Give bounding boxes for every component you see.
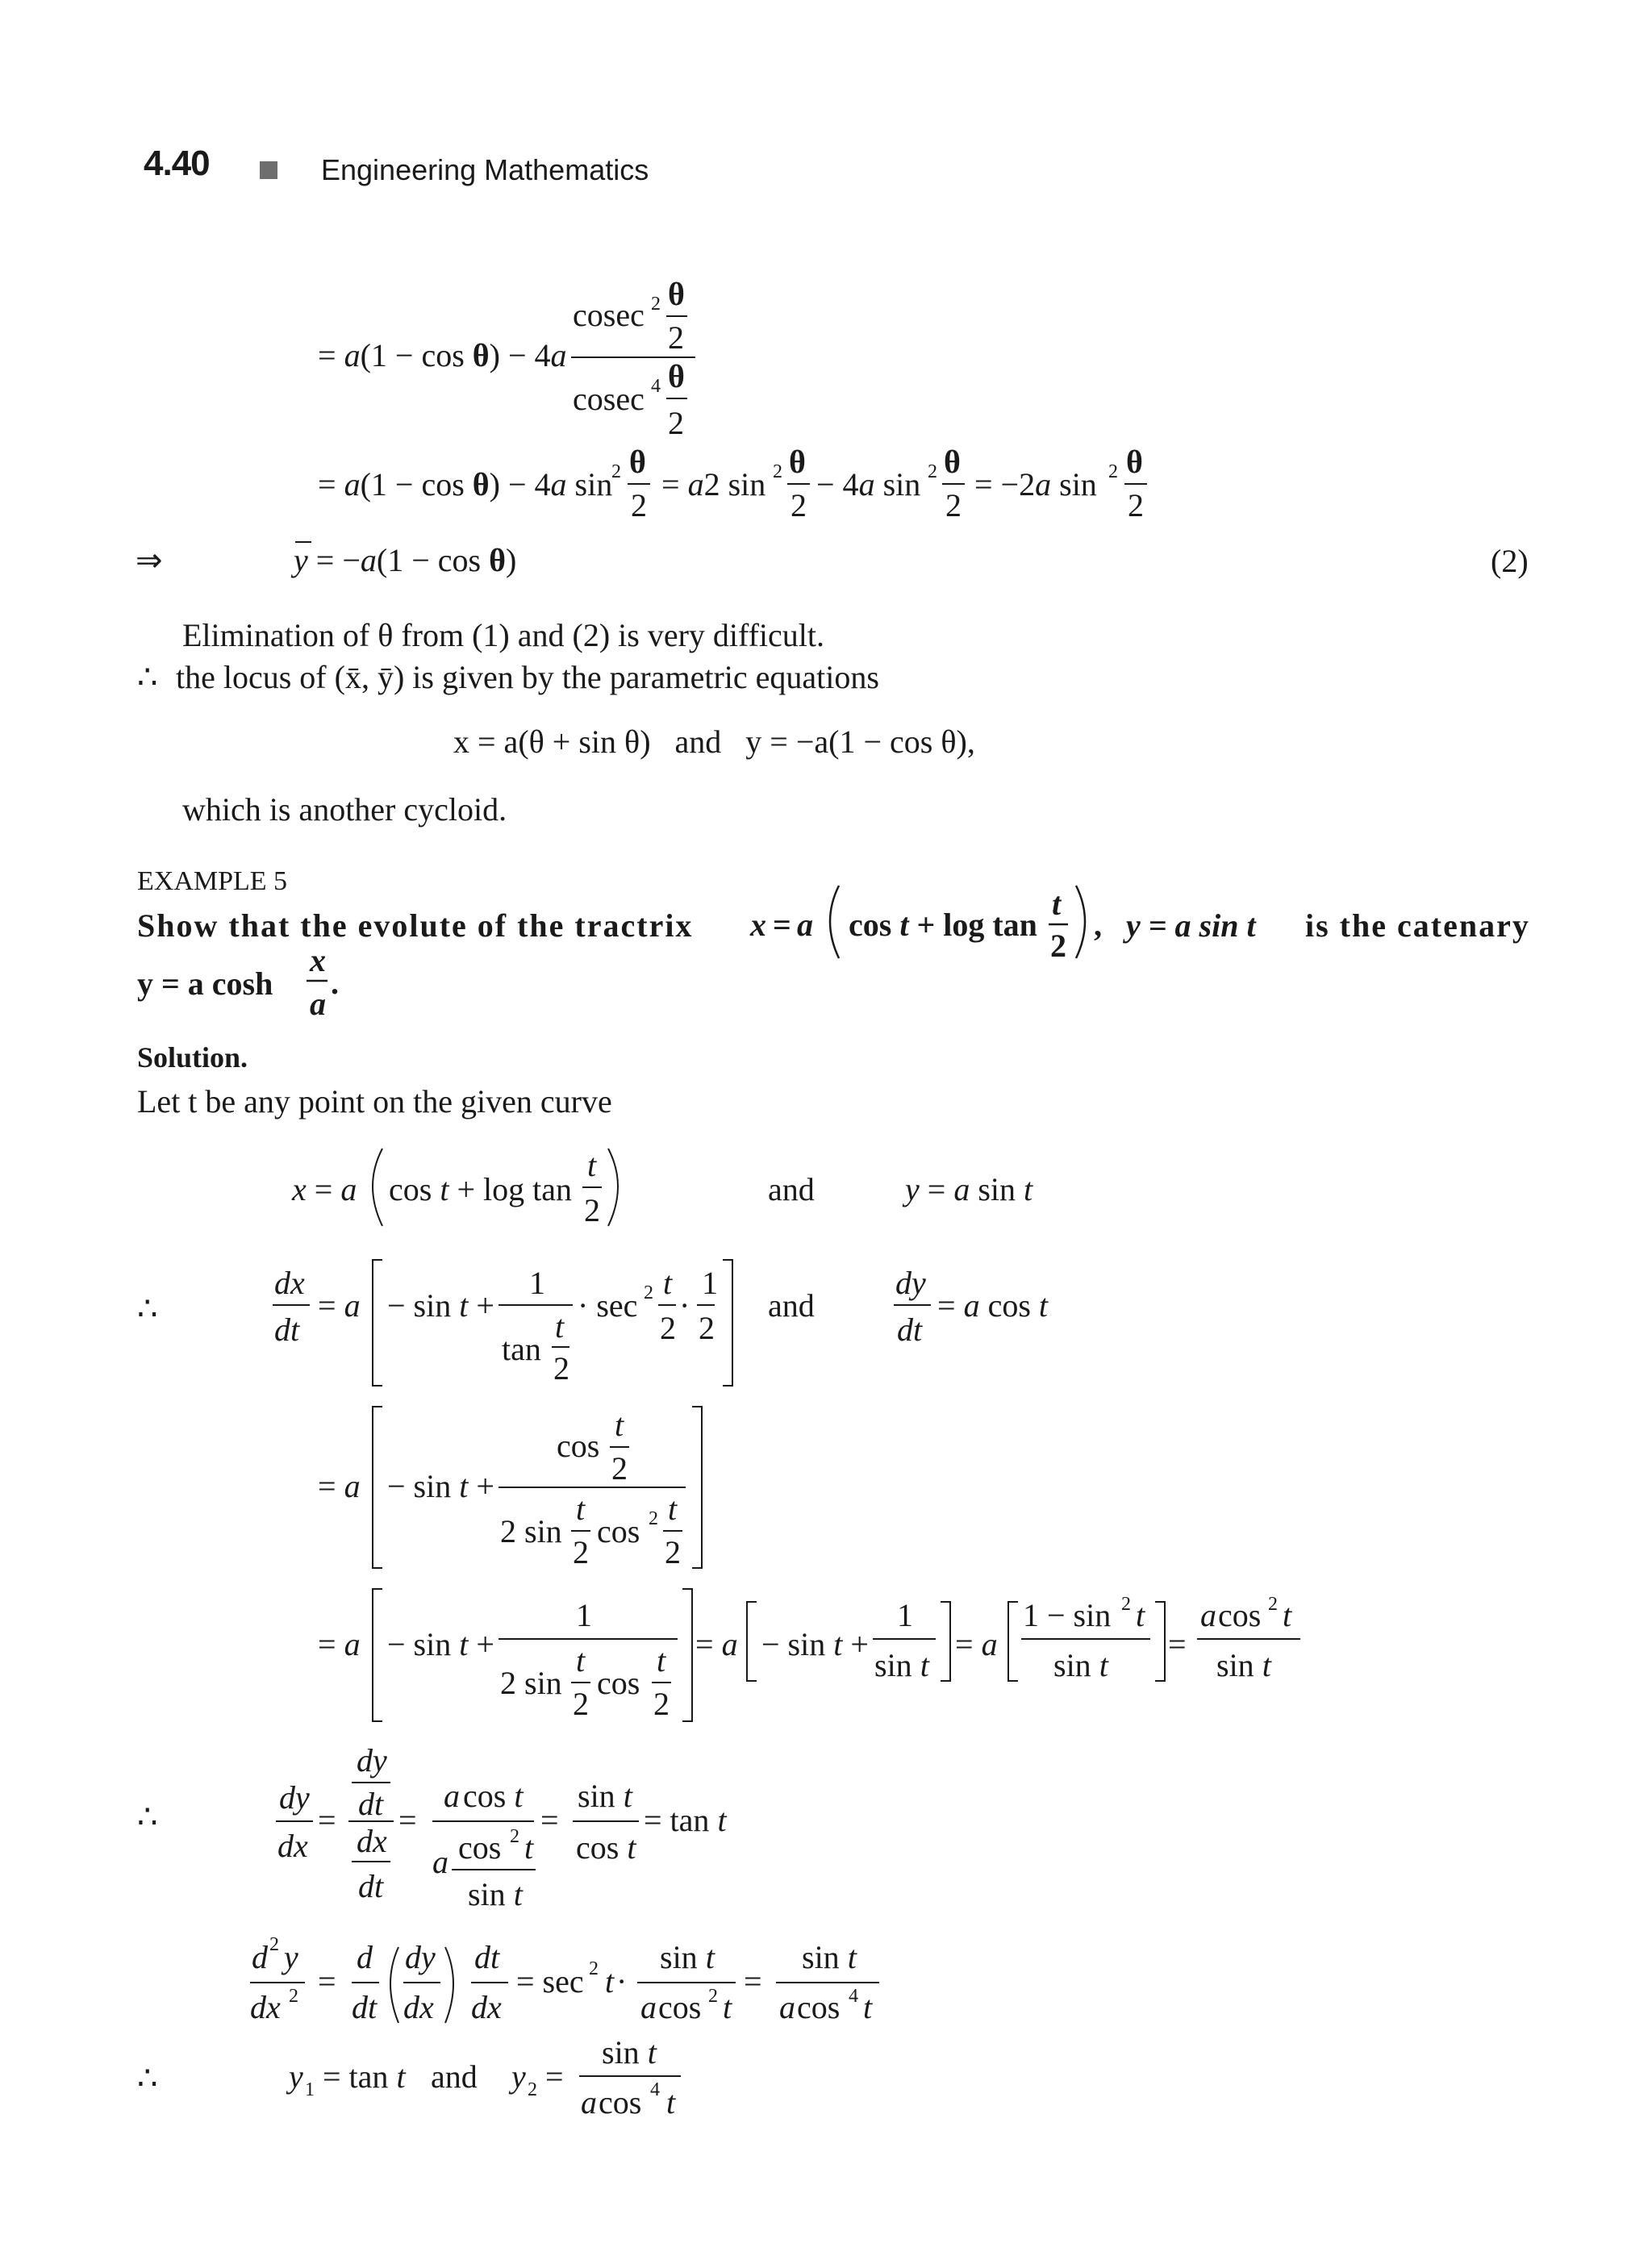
svg-text:dy: dy (357, 1742, 387, 1779)
svg-text:a: a (581, 2084, 597, 2120)
svg-text:cos: cos (797, 1989, 841, 2025)
svg-text:dx: dx (357, 1823, 387, 1859)
equation-block-ybar (0, 258, 1652, 597)
svg-text:2: 2 (269, 1934, 279, 1955)
svg-text:= a: = a (318, 1287, 361, 1324)
svg-text:2: 2 (289, 1986, 298, 2007)
svg-text:a: a (797, 907, 813, 943)
elimination-sentence: Elimination of θ from (1) and (2) is very difficult. (182, 617, 825, 653)
svg-text:2: 2 (644, 1282, 653, 1303)
therefore-symbol: ∴ (137, 659, 158, 695)
svg-text:2: 2 (660, 1310, 676, 1346)
svg-text:cosec: cosec (573, 381, 645, 417)
svg-text:dt: dt (358, 1868, 384, 1904)
svg-text:tan: tan (502, 1331, 541, 1367)
svg-text:2: 2 (611, 461, 621, 482)
cycloid-sentence: which is another cycloid. (182, 791, 507, 828)
svg-text:= a: = a (318, 1468, 361, 1504)
svg-text:− sin t +: − sin t + (387, 1626, 494, 1662)
svg-text:t: t (576, 1491, 586, 1527)
svg-text:cos: cos (599, 2084, 642, 2120)
svg-text:= a: = a (955, 1626, 998, 1662)
svg-text:2: 2 (1128, 487, 1144, 523)
solution-heading: Solution. (137, 1041, 248, 1074)
svg-text:2: 2 (668, 319, 684, 356)
svg-text:− sin t +: − sin t + (761, 1626, 869, 1662)
svg-text:dt: dt (474, 1939, 500, 1975)
equation-number-2: (2) (1491, 543, 1529, 579)
svg-text:= tan t: = tan t (323, 2058, 406, 2095)
parametric-equations: x = a(θ + sin θ) and y = −a(1 − cos θ), (453, 724, 975, 760)
svg-text:t: t (1052, 886, 1062, 922)
svg-text:sin t: sin t (1053, 1647, 1108, 1683)
svg-text:sin t: sin t (874, 1647, 929, 1683)
svg-text:⇒: ⇒ (136, 542, 163, 578)
svg-text:2: 2 (928, 461, 937, 482)
svg-text:2: 2 (528, 2079, 537, 2100)
svg-text:·: · (616, 1963, 628, 2000)
svg-text:sin t: sin t (1216, 1647, 1271, 1683)
svg-text:dx: dx (403, 1989, 434, 2025)
svg-text:= a cos t: = a cos t (937, 1287, 1049, 1324)
tractrix-formula (742, 879, 1113, 976)
svg-text:− sin t +: − sin t + (387, 1468, 494, 1504)
svg-text:y = −a(1 − cos θ): y = −a(1 − cos θ) (294, 542, 517, 578)
svg-text:1: 1 (897, 1597, 913, 1633)
svg-text:2: 2 (653, 1686, 670, 1722)
svg-text:and: and (431, 2058, 478, 2095)
svg-text:=: = (540, 1802, 559, 1838)
svg-text:=: = (318, 1963, 336, 2000)
svg-text:= tan t: = tan t (644, 1802, 727, 1838)
svg-text:and: and (768, 1171, 815, 1207)
svg-text:x: x (750, 907, 766, 943)
svg-text:cos: cos (557, 1428, 600, 1464)
header-square-icon (260, 161, 277, 179)
svg-text:· sec: · sec (578, 1287, 638, 1324)
equation-block-derivatives (0, 1129, 1652, 2129)
svg-text:dy: dy (895, 1265, 926, 1301)
svg-text:2: 2 (611, 1450, 628, 1487)
svg-text:t: t (1283, 1597, 1292, 1633)
svg-text:y: y (284, 1939, 298, 1975)
svg-text:− 4a sin: − 4a sin (816, 466, 921, 502)
svg-text:dx: dx (471, 1989, 502, 2025)
svg-text:t: t (663, 1265, 673, 1301)
svg-text:2: 2 (791, 487, 807, 523)
svg-text:dt: dt (358, 1786, 384, 1822)
svg-text:dy: dy (405, 1939, 436, 1975)
svg-text:a: a (779, 1989, 795, 2025)
svg-text:= a2 sin: = a2 sin (661, 466, 766, 502)
svg-text:θ: θ (668, 358, 685, 394)
svg-text:2: 2 (631, 487, 647, 523)
svg-text:cos t: cos t (463, 1778, 524, 1814)
svg-text:sin t: sin t (802, 1939, 857, 1975)
svg-text:cos t: cos t (576, 1829, 636, 1866)
svg-text:y: y (289, 2058, 303, 2095)
svg-text:2: 2 (651, 294, 661, 315)
svg-text:= a(1 − cos θ) − 4a sin: = a(1 − cos θ) − 4a sin (318, 466, 613, 502)
svg-text:= a(1 − cos θ) − 4a: = a(1 − cos θ) − 4a (318, 337, 567, 373)
catenary-prefix: y = a cosh (137, 965, 273, 1002)
svg-text:a: a (640, 1989, 657, 2025)
svg-text:2: 2 (553, 1350, 569, 1387)
svg-text:dx: dx (277, 1828, 308, 1864)
svg-text:2: 2 (699, 1310, 715, 1346)
svg-text:cos: cos (597, 1665, 640, 1701)
svg-text:∴: ∴ (137, 1799, 158, 1835)
tractrix-y: y = a sin t (1126, 907, 1256, 944)
svg-text:2: 2 (510, 1826, 519, 1847)
svg-text:cos: cos (658, 1989, 702, 2025)
svg-text:cos: cos (1218, 1597, 1262, 1633)
svg-text:a: a (432, 1844, 448, 1880)
svg-text:,: , (1094, 907, 1102, 943)
svg-text:∴: ∴ (137, 2060, 158, 2096)
svg-text:θ: θ (789, 444, 806, 480)
svg-text:dt: dt (352, 1989, 378, 2025)
svg-text:=: = (545, 2058, 564, 2095)
svg-text:2: 2 (573, 1534, 589, 1570)
svg-text:= a: = a (318, 1626, 361, 1662)
svg-text:2: 2 (668, 405, 684, 441)
svg-text:=: = (744, 1963, 762, 2000)
svg-text:2: 2 (584, 1192, 600, 1228)
svg-text:·: · (679, 1287, 690, 1324)
svg-text:d: d (357, 1939, 373, 1975)
svg-text:t: t (863, 1989, 873, 2025)
svg-text:θ: θ (668, 276, 685, 312)
svg-text:=: = (398, 1802, 417, 1838)
svg-text:2: 2 (1108, 461, 1118, 482)
catenary-fraction (298, 936, 355, 1032)
svg-text:4: 4 (651, 376, 661, 397)
svg-text:4: 4 (849, 1986, 858, 2007)
svg-text:.: . (331, 965, 339, 1001)
svg-text:θ: θ (629, 444, 646, 480)
svg-text:cosec: cosec (573, 297, 645, 333)
svg-text:t: t (1136, 1597, 1145, 1633)
svg-text:y: y (511, 2058, 526, 2095)
svg-text:t: t (605, 1963, 615, 2000)
svg-text:t: t (524, 1829, 534, 1866)
locus-sentence: the locus of (x̄, ȳ) is given by the parametric equations (176, 659, 879, 695)
svg-text:and: and (768, 1287, 815, 1324)
svg-text:x: x (310, 942, 326, 978)
svg-text:= −2a sin: = −2a sin (974, 466, 1097, 502)
svg-text:2: 2 (1268, 1594, 1278, 1615)
svg-text:y = a sin t: y = a sin t (905, 1171, 1033, 1207)
svg-text:dy: dy (279, 1779, 310, 1816)
svg-text:2: 2 (945, 487, 962, 523)
svg-text:cos: cos (597, 1513, 640, 1549)
svg-text:= sec: = sec (516, 1963, 584, 2000)
svg-text:t: t (587, 1147, 597, 1183)
svg-text:cos t + log tan: cos t + log tan (389, 1171, 572, 1207)
svg-text:dt: dt (897, 1311, 923, 1348)
svg-text:2: 2 (773, 461, 782, 482)
page-number: 4.40 (144, 144, 210, 183)
svg-text:= a: = a (695, 1626, 738, 1662)
svg-text:2: 2 (649, 1508, 658, 1529)
svg-text:2: 2 (589, 1958, 599, 1979)
book-title: Engineering Mathematics (321, 153, 649, 186)
svg-text:2 sin: 2 sin (500, 1665, 562, 1701)
svg-text:1: 1 (529, 1265, 545, 1301)
svg-text:=: = (318, 1802, 336, 1838)
svg-text:t: t (723, 1989, 732, 2025)
svg-text:2: 2 (708, 1986, 718, 2007)
svg-text:cos: cos (458, 1829, 502, 1866)
svg-text:a: a (1200, 1597, 1216, 1633)
svg-text:θ: θ (1126, 444, 1143, 480)
svg-text:1 − sin: 1 − sin (1023, 1597, 1112, 1633)
svg-text:cos t + log tan: cos t + log tan (849, 907, 1037, 943)
svg-text:t: t (555, 1308, 565, 1345)
svg-text:sin t: sin t (578, 1778, 632, 1814)
svg-text:t: t (576, 1642, 586, 1678)
svg-text:a: a (310, 986, 326, 1022)
example-statement: Show that the evolute of the tractrix (137, 907, 694, 944)
svg-text:dt: dt (274, 1311, 300, 1348)
svg-text:1: 1 (305, 2079, 315, 2100)
solution-intro: Let t be any point on the given curve (137, 1083, 612, 1120)
svg-text:θ: θ (944, 444, 961, 480)
svg-text:sin t: sin t (602, 2034, 657, 2070)
svg-text:dx: dx (274, 1265, 305, 1301)
svg-text:d: d (252, 1939, 268, 1975)
svg-text:∴: ∴ (137, 1291, 158, 1327)
svg-text:sin t: sin t (468, 1876, 523, 1912)
svg-text:1: 1 (702, 1265, 718, 1301)
svg-text:t: t (666, 2084, 676, 2120)
svg-text:2: 2 (1050, 928, 1066, 964)
svg-text:dx: dx (250, 1989, 281, 2025)
svg-text:2: 2 (665, 1534, 681, 1570)
svg-text:1: 1 (576, 1597, 592, 1633)
example-heading: EXAMPLE 5 (137, 866, 288, 896)
svg-text:t: t (657, 1642, 666, 1678)
svg-text:t: t (615, 1407, 624, 1443)
svg-text:sin t: sin t (660, 1939, 715, 1975)
svg-text:2: 2 (573, 1686, 589, 1722)
svg-text:=: = (773, 907, 791, 943)
svg-text:− sin t +: − sin t + (387, 1287, 494, 1324)
svg-text:2: 2 (1121, 1594, 1131, 1615)
svg-text:a: a (444, 1778, 460, 1814)
svg-text:2 sin: 2 sin (500, 1513, 562, 1549)
svg-text:4: 4 (650, 2079, 660, 2100)
svg-text:=: = (1168, 1626, 1187, 1662)
svg-text:x = a: x = a (292, 1171, 357, 1207)
example-statement-end: is the catenary (1305, 907, 1530, 944)
svg-text:t: t (668, 1491, 678, 1527)
